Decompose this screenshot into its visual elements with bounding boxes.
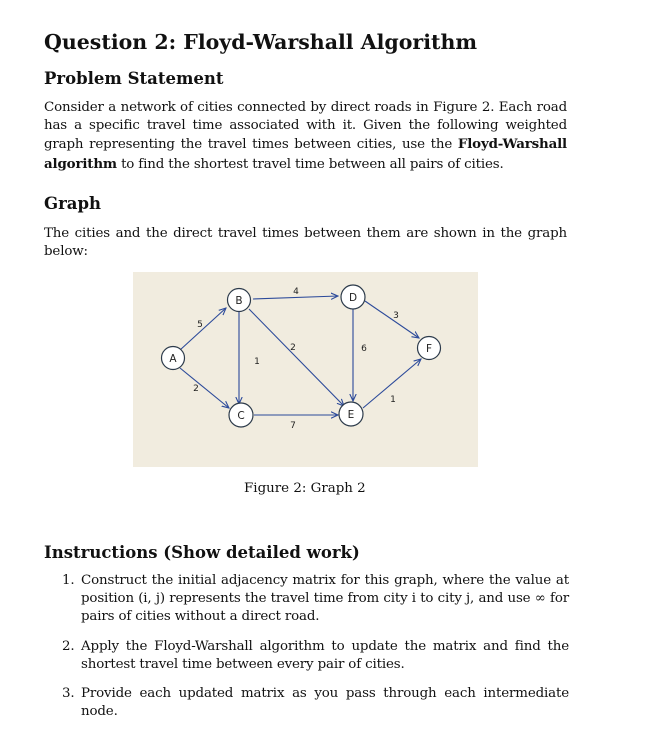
list-item: [44, 638, 569, 674]
weight-b-d: 4: [293, 287, 299, 297]
list-item-text: Provide each updated matrix as you pass through each intermediate node.: [81, 686, 569, 720]
instructions-list: [44, 572, 569, 721]
problem-text-part-1: Consider a network of cities connected by direct roads in Figure 2. Each road has a specific travel time associated with it. Given the following weighted graph representing the travel times between cities, use the: [44, 100, 567, 153]
weight-b-c: 1: [254, 357, 260, 367]
weight-c-e: 7: [290, 421, 296, 431]
problem-text-part-2: to find the shortest travel time between all pairs of cities.: [121, 156, 504, 172]
edge-a-b: [180, 308, 226, 350]
list-item: [44, 685, 569, 721]
figure-caption: Figure 2: Graph 2: [244, 481, 366, 496]
question-title: Question 2: Floyd-Warshall Algorithm: [44, 30, 478, 54]
node-e-label: E: [347, 409, 355, 421]
node-f-label: F: [425, 343, 433, 355]
list-item-text: Apply the Floyd-Warshall algorithm to update the matrix and find the shortest travel time between every pair of cities.: [81, 638, 569, 672]
weight-d-e: 6: [361, 344, 367, 354]
weight-d-f: 3: [393, 311, 399, 321]
weight-a-b: 5: [197, 320, 203, 330]
node-c-label: C: [237, 410, 245, 422]
list-item-number: 3.: [62, 686, 75, 702]
node-d-label: D: [348, 292, 358, 304]
list-item-number: 2.: [62, 638, 75, 654]
edge-d-f: [365, 301, 419, 338]
problem-statement-heading: Problem Statement: [44, 69, 224, 88]
graph-heading: Graph: [44, 194, 102, 213]
node-b-label: B: [235, 295, 243, 307]
edge-b-e: [249, 309, 344, 406]
problem-text-bold: Floyd-Warshall algorithm: [44, 136, 567, 172]
weight-a-c: 2: [193, 384, 199, 394]
graph-figure: [133, 272, 478, 467]
node-a-label: A: [169, 353, 177, 365]
list-item-number: 1.: [62, 573, 75, 588]
weight-e-f: 1: [390, 395, 396, 405]
weight-b-e: 2: [290, 343, 296, 353]
problem-statement-text: [44, 99, 567, 174]
graph-diagram: [133, 272, 478, 467]
graph-intro-text: The cities and the direct travel times between them are shown in the graph below:: [44, 226, 567, 260]
list-item: [44, 572, 569, 627]
list-item-text: Construct the initial adjacency matrix for this graph, where the value at position (i, j) represents the travel time from city i to city j, and use ∞ for pairs of cities without a direct road.: [81, 573, 569, 625]
edge-a-c: [180, 368, 229, 408]
instructions-heading: Instructions (Show detailed work): [44, 543, 360, 562]
